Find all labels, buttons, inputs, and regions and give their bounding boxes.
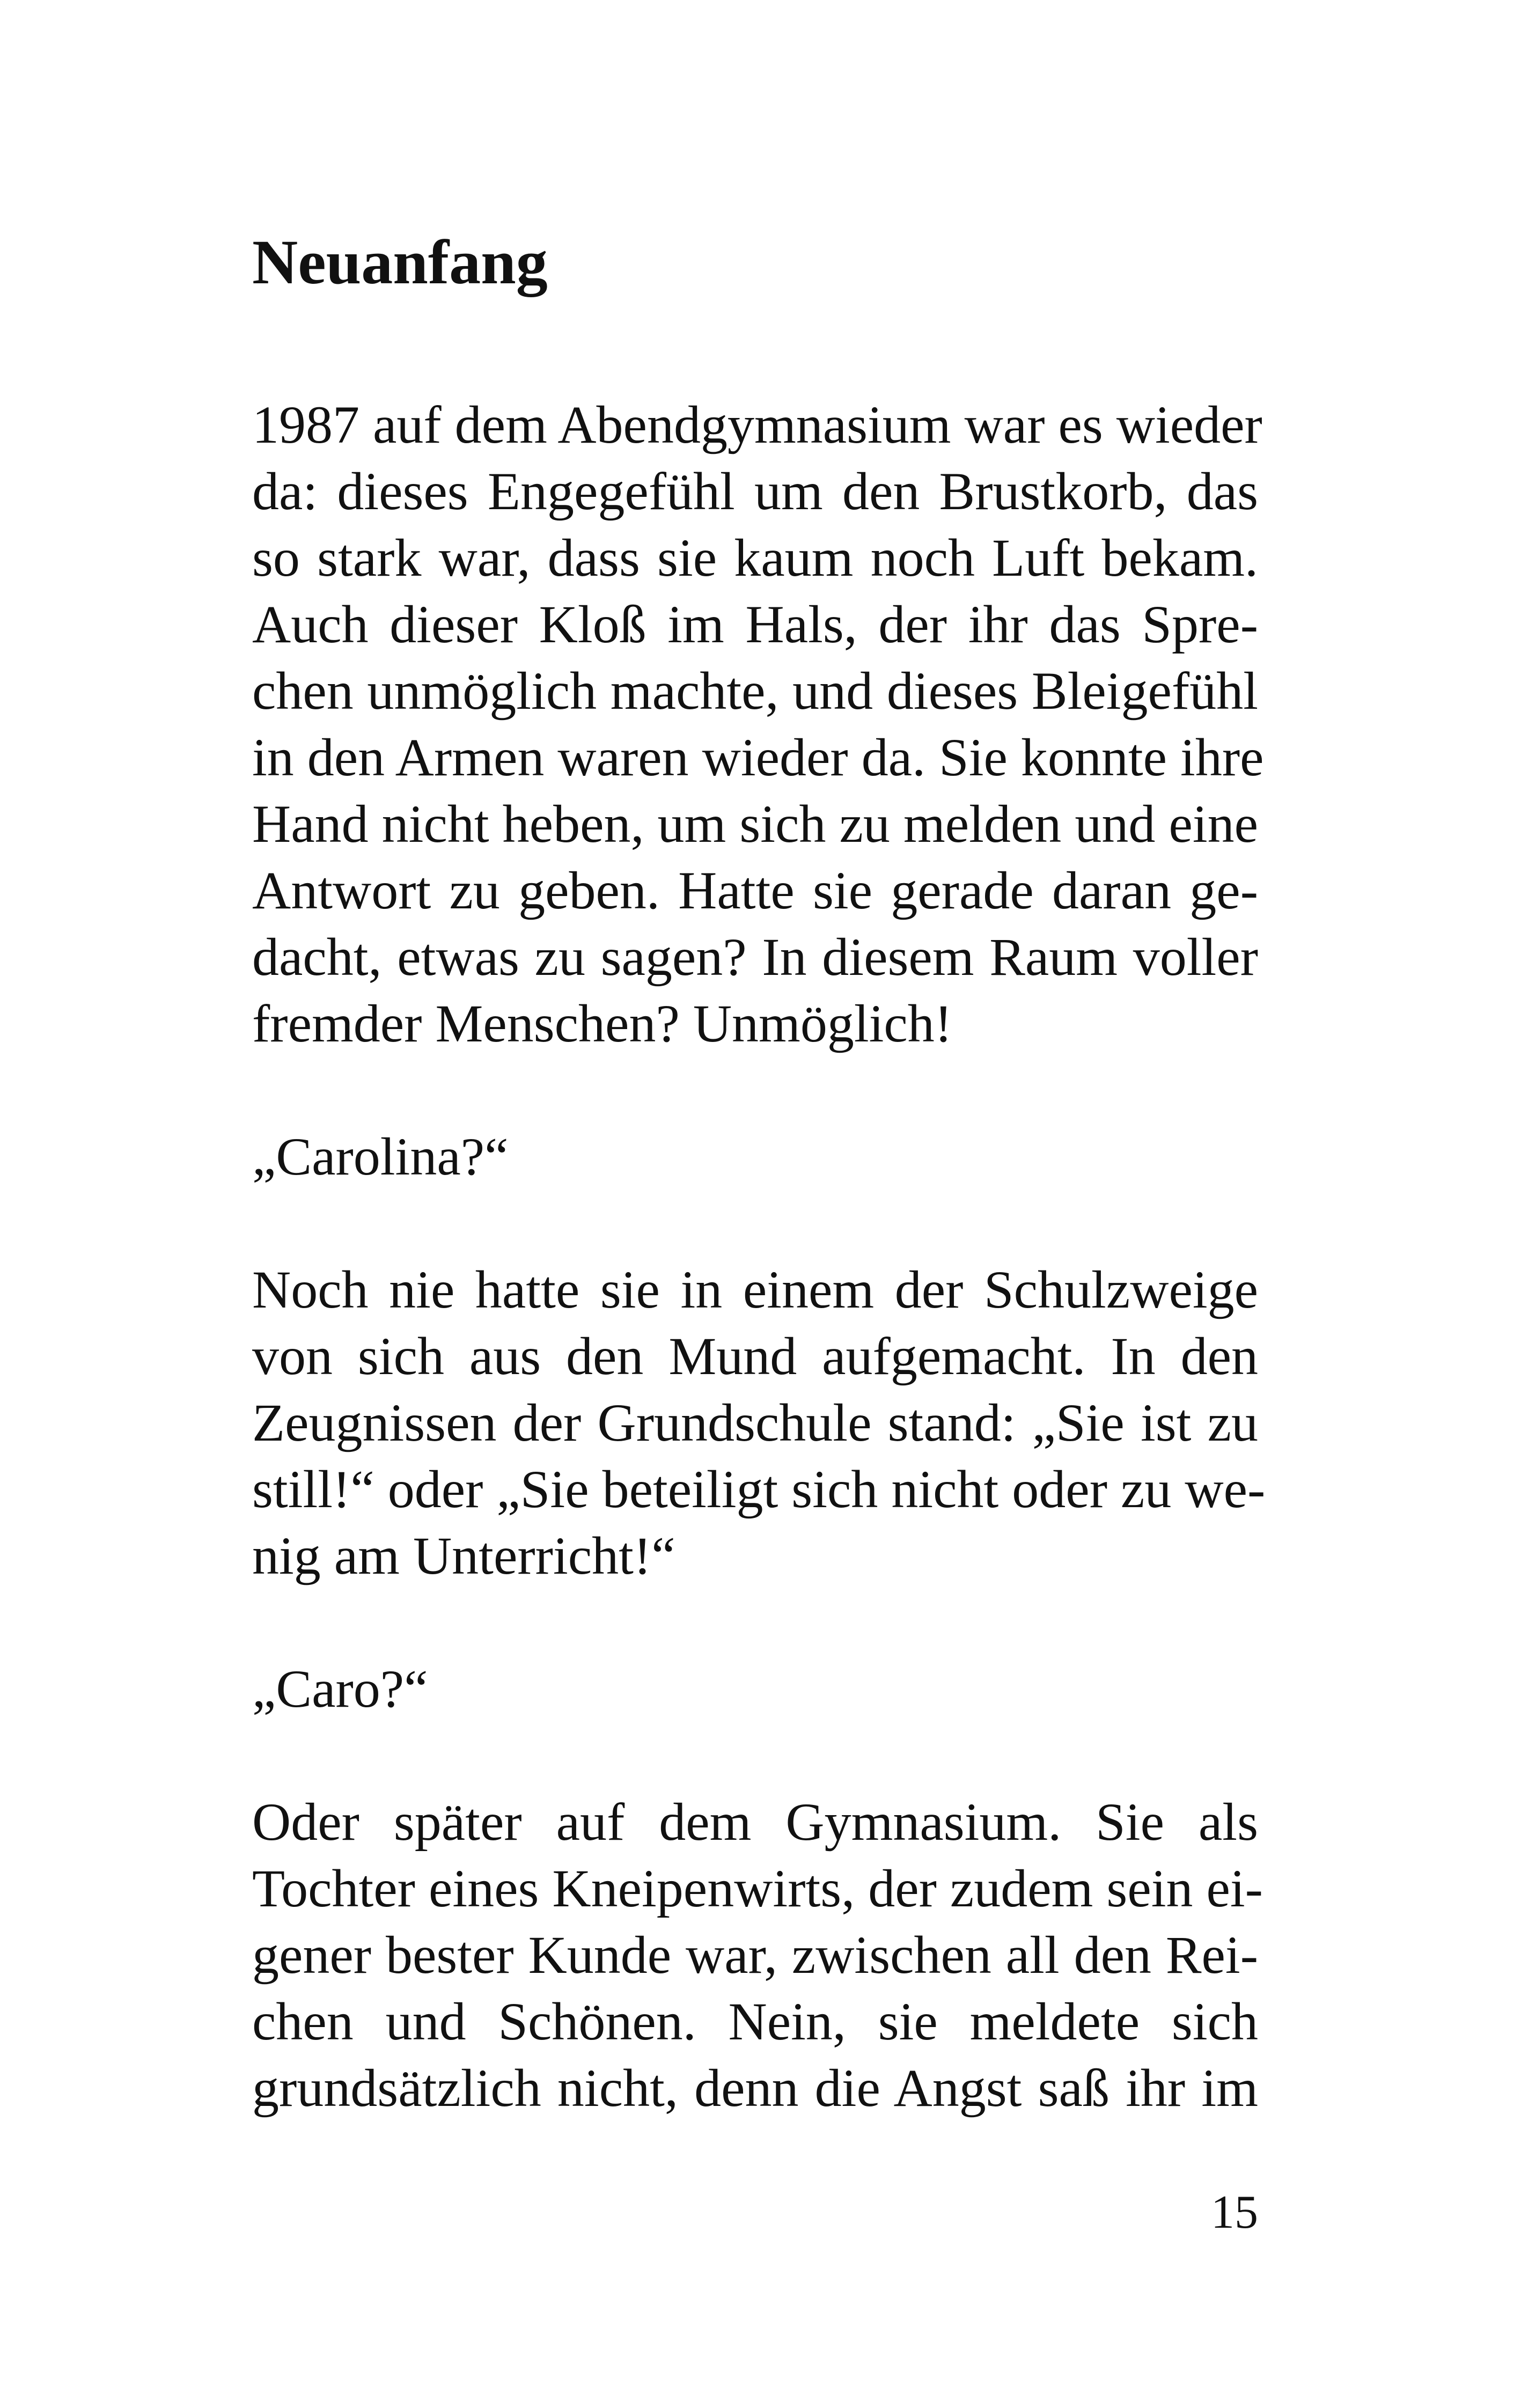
text-line: gener bester Kunde war, zwischen all den Rei- <box>252 1925 1258 1985</box>
text-line: „Caro?“ <box>252 1659 428 1719</box>
text-line: chen unmöglich machte, und dieses Bleigefühl <box>252 661 1258 721</box>
chapter-title: Neuanfang <box>252 227 548 297</box>
text-line: chen und Schönen. Nein, sie meldete sich <box>252 1992 1258 2051</box>
paragraph <box>252 1124 1258 1190</box>
text-line: 1987 auf dem Abendgymnasium war es wieder <box>252 395 1262 454</box>
text-line: Antwort zu geben. Hatte sie gerade daran ge- <box>252 861 1258 920</box>
paragraph <box>252 1789 1263 2121</box>
text-line: Noch nie hatte sie in einem der Schulzweige <box>252 1260 1258 1319</box>
text-line: Tochter eines Kneipenwirts, der zudem sein ei- <box>252 1859 1263 1918</box>
text-line: so stark war, dass sie kaum noch Luft bekam. <box>252 528 1258 588</box>
text-line: „Carolina?“ <box>252 1127 509 1186</box>
body-text <box>252 392 1266 2121</box>
text-line: nig am Unterricht!“ <box>252 1526 675 1585</box>
text-line: von sich aus den Mund aufgemacht. In den <box>252 1326 1258 1386</box>
text-line: in den Armen waren wieder da. Sie konnte ihre <box>252 728 1264 787</box>
paragraph <box>252 392 1264 1057</box>
text-line: grundsätzlich nicht, denn die Angst saß ihr im <box>252 2058 1258 2118</box>
text-line: fremder Menschen? Unmöglich! <box>252 994 953 1053</box>
text-line: Oder später auf dem Gymnasium. Sie als <box>252 1792 1258 1852</box>
text-block <box>252 227 1266 2188</box>
text-line: Hand nicht heben, um sich zu melden und eine <box>252 794 1258 854</box>
paragraph <box>252 1656 1258 1722</box>
page-number: 15 <box>1211 2186 1258 2238</box>
text-line: dacht, etwas zu sagen? In diesem Raum voller <box>252 927 1258 987</box>
paragraph <box>252 1257 1266 1589</box>
text-line: da: dieses Engegefühl um den Brustkorb, das <box>252 461 1258 521</box>
text-line: Auch dieser Kloß im Hals, der ihr das Spre- <box>252 594 1258 654</box>
text-line: still!“ oder „Sie beteiligt sich nicht oder zu we- <box>252 1459 1266 1519</box>
text-line: Zeugnissen der Grundschule stand: „Sie ist zu <box>252 1393 1258 1452</box>
